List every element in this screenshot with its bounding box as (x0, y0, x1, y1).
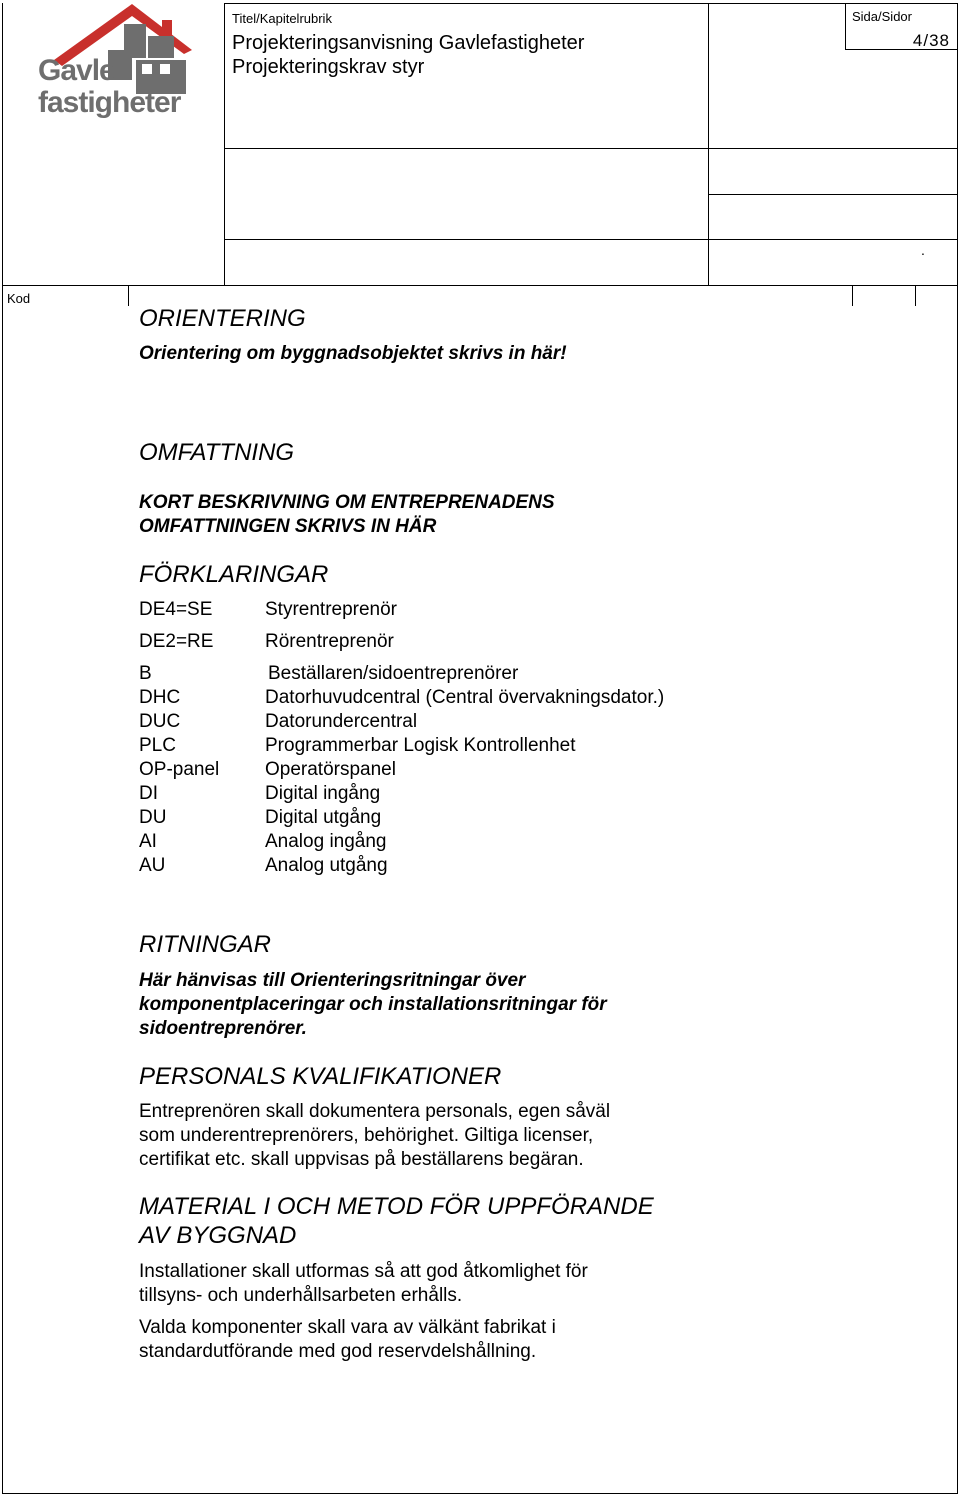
definition-abbr: DUC (139, 711, 181, 732)
definition-desc: Beställaren/sidoentreprenörer (268, 663, 519, 684)
page-number: 4/38 (912, 31, 950, 50)
definition-abbr: DHC (139, 687, 181, 708)
header-vline-2 (708, 3, 709, 285)
omfattning-text-line1: KORT BESKRIVNING OM ENTREPRENADENS (139, 492, 555, 513)
material-heading-line1: MATERIAL I OCH METOD FÖR UPPFÖRANDE (139, 1193, 654, 1220)
logo-text-line2: fastigheter (38, 86, 181, 119)
ritningar-text-line1: Här hänvisas till Orienteringsritningar över (139, 970, 526, 991)
header-hline-4 (224, 239, 958, 240)
title-label: Titel/Kapitelrubrik (232, 11, 332, 26)
code-tick-1 (128, 286, 129, 306)
definition-abbr: DE2=RE (139, 631, 214, 652)
material-p2-line2: standardutförande med god reservdelshållning. (139, 1341, 537, 1362)
document-title: Projekteringsanvisning Gavlefastigheter (232, 32, 585, 54)
material-heading-line2: AV BYGGNAD (139, 1222, 297, 1249)
code-tick-3 (915, 286, 916, 306)
header-hline-2 (224, 148, 958, 149)
logo-text-line1: Gavle (38, 54, 115, 87)
definition-desc: Operatörspanel (265, 759, 396, 780)
definition-desc: Analog ingång (265, 831, 387, 852)
definition-desc: Datorhuvudcentral (Central övervakningsdator.) (265, 687, 665, 708)
definition-desc: Digital ingång (265, 783, 381, 804)
header-hline-3 (708, 194, 958, 195)
ritningar-text-line2: komponentplaceringar och installationsritningar för (139, 994, 607, 1015)
personal-text-line1: Entreprenören skall dokumentera personals, egen såväl (139, 1101, 611, 1122)
definition-desc: Analog utgång (265, 855, 388, 876)
definition-abbr: PLC (139, 735, 176, 756)
frame-right (957, 3, 958, 1493)
personal-heading: PERSONALS KVALIFIKATIONER (139, 1063, 502, 1090)
material-p1-line2: tillsyns- och underhållsarbeten erhålls. (139, 1285, 463, 1306)
definition-desc: Styrentreprenör (265, 599, 398, 620)
definition-desc: Programmerbar Logisk Kontrollenhet (265, 735, 576, 756)
company-logo (36, 2, 196, 128)
code-tick-2 (852, 286, 853, 306)
code-label: Kod (7, 291, 31, 306)
header-vline-1 (224, 3, 225, 285)
ritningar-text-line3: sidoentreprenörer. (139, 1018, 307, 1039)
personal-text-line3: certifikat etc. skall uppvisas på beställarens begäran. (139, 1149, 584, 1170)
document-subtitle: Projekteringskrav styr (232, 56, 425, 78)
definition-abbr: DU (139, 807, 167, 828)
header-top (224, 3, 958, 4)
material-p1-line1: Installationer skall utformas så att god åtkomlighet för (139, 1261, 588, 1282)
omfattning-text-line2: OMFATTNINGEN SKRIVS IN HÄR (139, 516, 437, 537)
orientering-heading: ORIENTERING (139, 305, 306, 332)
personal-text-line2: som underentreprenörers, behörighet. Giltiga licenser, (139, 1125, 594, 1146)
definition-desc: Digital utgång (265, 807, 382, 828)
definition-abbr: DI (139, 783, 158, 804)
forklaringar-heading: FÖRKLARINGAR (139, 561, 329, 588)
definition-abbr: DE4=SE (139, 599, 213, 620)
header-bottom (2, 285, 958, 286)
frame-bottom (2, 1493, 958, 1494)
definition-desc: Datorundercentral (265, 711, 418, 732)
definition-abbr: AI (139, 831, 157, 852)
definition-desc: Rörentreprenör (265, 631, 394, 652)
definition-abbr: AU (139, 855, 166, 876)
ritningar-heading: RITNINGAR (139, 931, 271, 958)
page-label: Sida/Sidor (852, 9, 912, 24)
header-vline-3 (845, 3, 846, 49)
omfattning-heading: OMFATTNING (139, 439, 295, 466)
material-p2-line1: Valda komponenter skall vara av välkänt fabrikat i (139, 1317, 556, 1338)
definition-abbr: B (139, 663, 152, 684)
header-dot: . (921, 242, 925, 258)
orientering-text: Orientering om byggnadsobjektet skrivs in här! (139, 343, 567, 364)
frame-left (2, 3, 3, 1493)
definition-abbr: OP-panel (139, 759, 220, 780)
